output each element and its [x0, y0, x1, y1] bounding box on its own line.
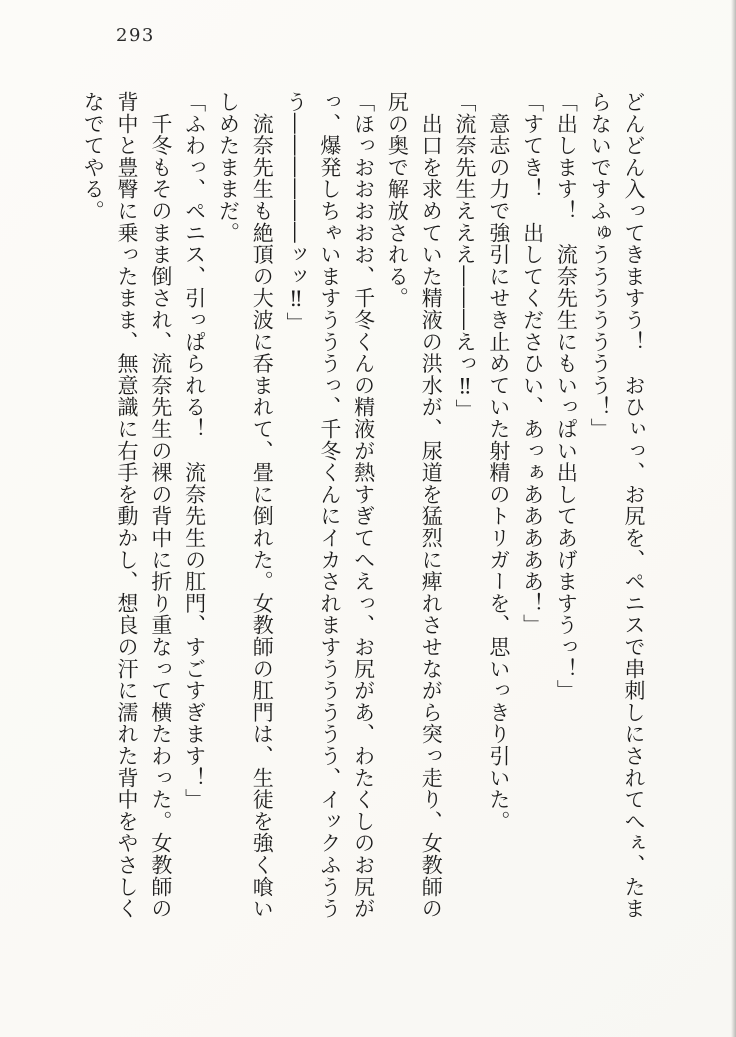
vertical-text-block: [75, 91, 650, 923]
paragraph-9: 「ふわっ、ペニス、引っぱられる！ 流奈先生の肛門、すごすぎます！」: [182, 91, 207, 811]
paragraph-8: 流奈先生も絶頂の大波に呑まれて、畳に倒れた。女教師の肛門は、生徒を強く喰いしめたままだ。: [216, 91, 275, 920]
paragraph-2: 「出します！ 流奈先生にもいっぱい出してあげますうっ！」: [554, 91, 579, 702]
paragraph-3: 「すてき！ 出してくださひい、あっぁあああああ！」: [520, 91, 545, 636]
page-number: 293: [116, 25, 155, 46]
paragraph-10: 千冬もそのまま倒され、流奈先生の裸の背中に折り重なって横たわった。女教師の背中と豊臀に乗ったまま、無意識に右手を動かし、想良の汗に濡れた背中をやさしくなでてやる。: [81, 91, 173, 920]
paragraph-4: 意志の力で強引にせき止めていた射精のトリガーを、思いっきり引いた。: [486, 91, 511, 833]
paragraph-7: 「ほっおおおおお、千冬くんの精液が熱すぎてへえっ、お尻があ、わたくしのお尻がっ、爆発しちゃいますうううっ、千冬くんにイカされますううううう、イックふううう――――――ッッ‼」: [284, 91, 376, 920]
scan-edge-shadow: [731, 0, 736, 1037]
paragraph-5: 「流奈先生えええ―――えっ‼」: [453, 91, 478, 421]
paragraph-6: 出口を求めていた精液の洪水が、尿道を猛烈に痺れさせながら突っ走り、女教師の尻の奥で解放される。: [385, 91, 444, 920]
paragraph-1: どんどん入ってきますう！ おひぃっ、お尻を、ペニスで串刺しにされてへぇ、たまらないですふゅううううううう！」: [588, 91, 646, 920]
